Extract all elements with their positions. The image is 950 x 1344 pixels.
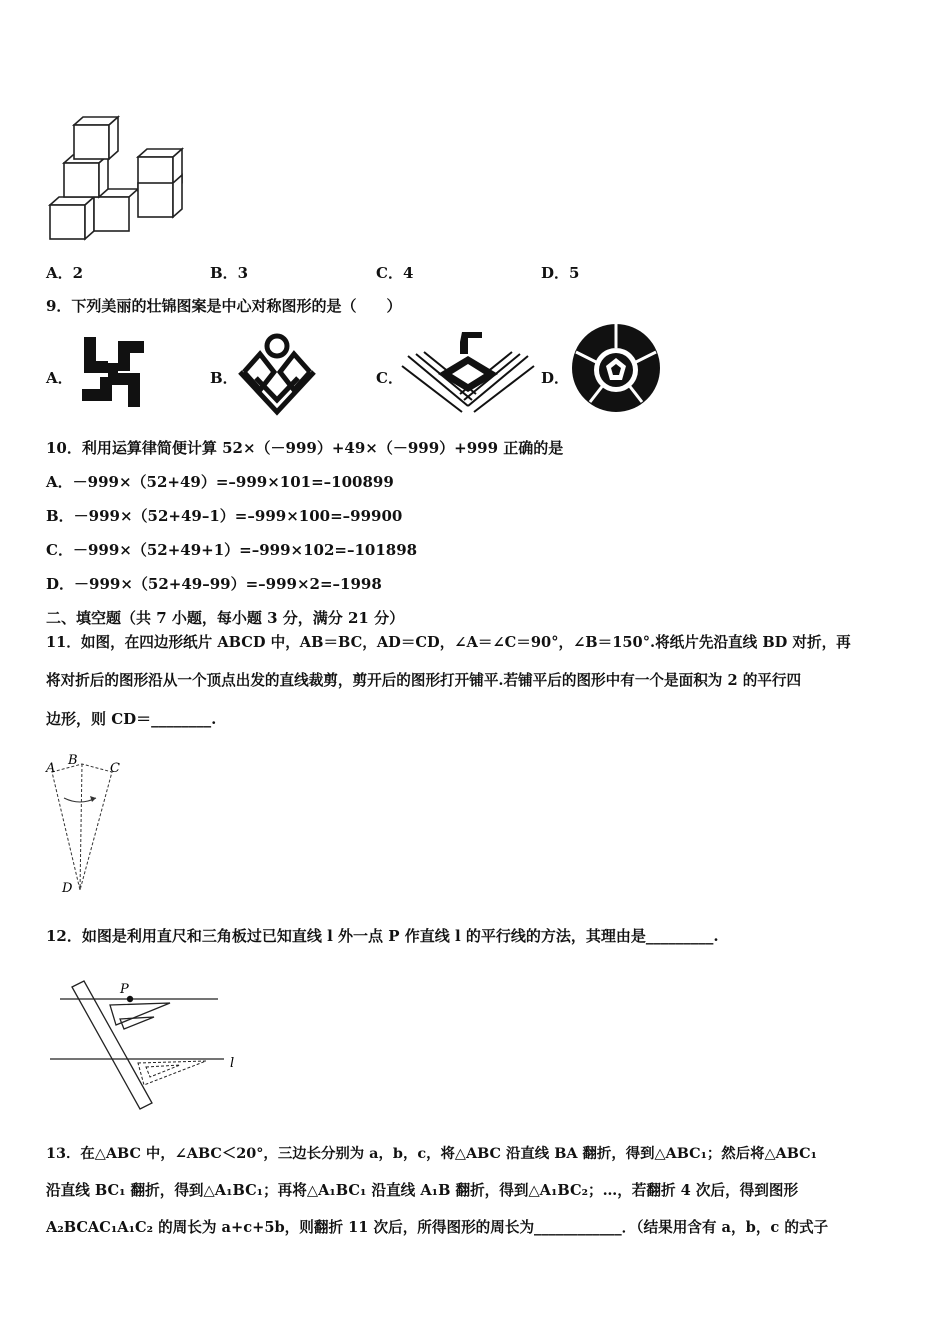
- q11-line-1: 11．如图，在四边形纸片 ABCD 中，AB＝BC，AD＝CD，∠A＝∠C＝90°，∠B＝150°.将纸片先沿直线 BD 对折，再: [46, 634, 851, 651]
- q13-line-1: 13．在△ABC 中，∠ABC＜20°，三边长分别为 a，b，c，将△ABC 沿直线 BA 翻折，得到△ABC₁；然后将△ABC₁: [46, 1145, 817, 1162]
- q12-ruler-triangle-figure: [50, 975, 250, 1115]
- q11-label-a: A: [46, 761, 56, 776]
- pattern-c-bird: [402, 328, 534, 412]
- q10-option-b: B．－999×（52+49–1）=–999×100=–99900: [46, 507, 403, 525]
- section-2-title: 二、填空题（共 7 小题，每小题 3 分，满分 21 分）: [46, 609, 405, 627]
- q11-quadrilateral-figure: [40, 752, 140, 897]
- q13-line-2: 沿直线 BC₁ 翻折，得到△A₁BC₁；再将△A₁BC₁ 沿直线 A₁B 翻折，得到△A₁BC₂；…，若翻折 4 次后，得到图形: [46, 1182, 799, 1199]
- q12-label-p: P: [120, 982, 129, 997]
- q10-option-c: C．－999×（52+49+1）=–999×102=–101898: [46, 541, 418, 559]
- q9-label-c: C．: [376, 369, 403, 387]
- q10-option-d: D．－999×（52+49–99）=–999×2=–1998: [46, 575, 382, 593]
- q12-label-l: l: [230, 1056, 235, 1071]
- pattern-a-swastika-like: [74, 333, 152, 411]
- q12-stem: 12．如图是利用直尺和三角板过已知直线 l 外一点 P 作直线 l 的平行线的方法，其理由是_________.: [46, 927, 719, 945]
- q9-label-b: B．: [210, 369, 238, 387]
- q9-label-d: D．: [541, 369, 570, 387]
- q11-label-c: C: [110, 761, 120, 776]
- q8-option-b: B．3: [210, 264, 249, 282]
- q8-option-d: D．5: [541, 264, 580, 282]
- q11-line-3: 边形，则 CD＝________.: [46, 710, 217, 728]
- q10-stem: 10．利用运算律简便计算 52×（－999）+49×（－999）+999 正确的是: [46, 439, 564, 457]
- q11-label-b: B: [68, 753, 78, 768]
- cube-stack-figure: [44, 105, 189, 240]
- q8-option-a: A．2: [46, 264, 84, 282]
- q10-option-a: A．－999×（52+49）=–999×101=–100899: [46, 473, 394, 491]
- pattern-b-diamond: [236, 328, 318, 414]
- q9-label-a: A．: [46, 369, 73, 387]
- q11-line-2: 将对折后的图形沿从一个顶点出发的直线裁剪，剪开后的图形打开铺平.若铺平后的图形中有一个是面积为 2 的平行四: [46, 672, 802, 689]
- q8-option-c: C．4: [376, 264, 414, 282]
- q11-label-d: D: [62, 881, 73, 896]
- q13-line-3: A₂BCAC₁A₁C₂ 的周长为 a+c+5b，则翻折 11 次后，所得图形的周长为____________．（结果用含有 a，b，c 的式子: [46, 1219, 829, 1236]
- pattern-d-circle: [570, 322, 662, 414]
- q9-stem: 9．下列美丽的壮锦图案是中心对称图形的是（ ）: [46, 297, 402, 315]
